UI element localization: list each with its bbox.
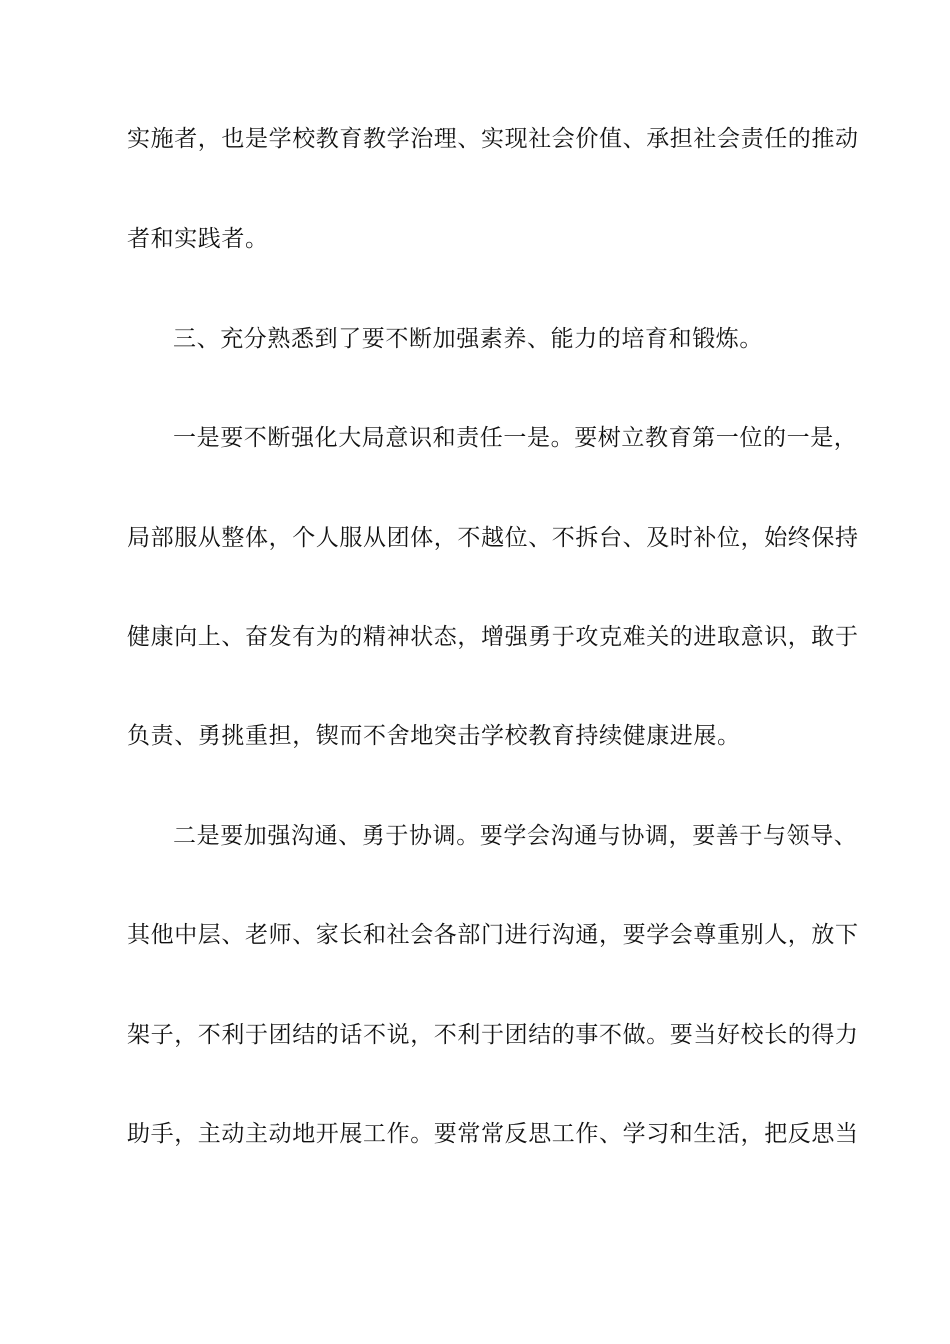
- paragraph-start: 二是要加强沟通、勇于协调。要学会沟通与协调，要善于与领导、: [173, 823, 858, 849]
- text-line: 负责、勇挑重担，锲而不舍地突击学校教育持续健康进展。: [127, 723, 741, 749]
- text-line: 者和实践者。: [127, 226, 269, 252]
- text-line: 健康向上、奋发有为的精神状态，增强勇于攻克难关的进取意识，敢于: [127, 624, 859, 650]
- text-line: 局部服从整体，个人服从团体，不越位、不拆台、及时补位，始终保持: [127, 525, 859, 551]
- paragraph-start: 一是要不断强化大局意识和责任一是。要树立教育第一位的一是，: [173, 425, 858, 451]
- section-heading: 三、充分熟悉到了要不断加强素养、能力的培育和锻炼。: [173, 326, 763, 352]
- text-line: 其他中层、老师、家长和社会各部门进行沟通，要学会尊重别人，放下: [127, 922, 859, 948]
- text-line: 架子，不利于团结的话不说，不利于团结的事不做。要当好校长的得力: [127, 1022, 859, 1048]
- text-line: 助手，主动主动地开展工作。要常常反思工作、学习和生活，把反思当: [127, 1121, 859, 1147]
- text-line: 实施者，也是学校教育教学治理、实现社会价值、承担社会责任的推动: [127, 126, 859, 152]
